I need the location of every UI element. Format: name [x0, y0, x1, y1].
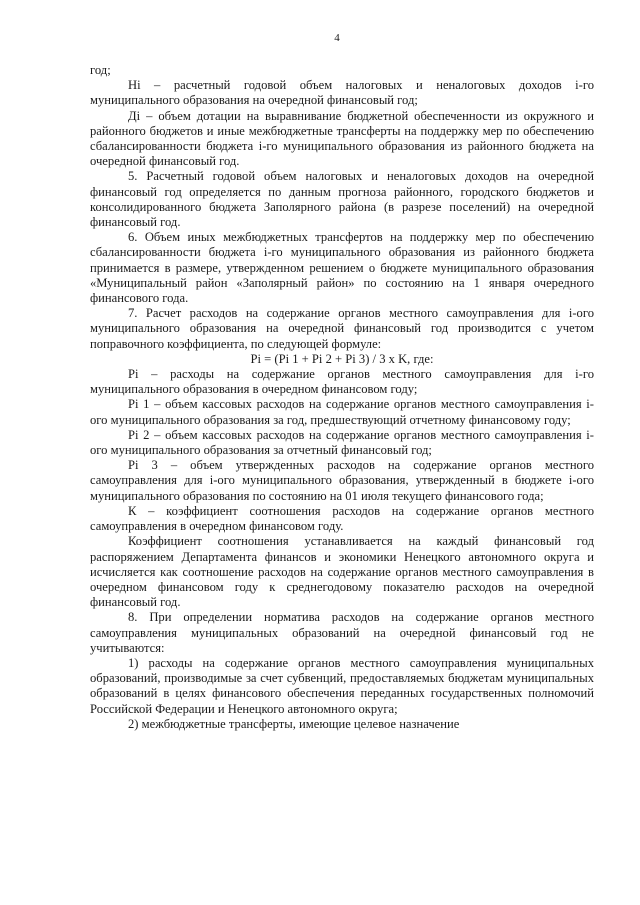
definition-pi2: Pi 2 – объем кассовых расходов на содержание органов местного самоуправления i-ого муниципального образования за отчетный финансовый год; — [90, 427, 594, 458]
definition-hi: Hi – расчетный годовой объем налоговых и неналоговых доходов i-го муниципального образования на очередной финансовый год; — [90, 78, 594, 108]
clause-8: 8. При определении норматива расходов на содержание органов местного самоуправления муниципальных образований на очередной финансовый год не учитываются: — [90, 610, 594, 655]
coefficient-paragraph: Коэффициент соотношения устанавливается на каждый финансовый год распоряжением Департамента финансов и экономики Ненецкого автономного округа и исчисляется как соотношение расходов на содержание органов местного самоуправления в очередном финансовом году к среднегодовому показателю расходов на очередной финансовый год. — [90, 534, 594, 610]
clause-6: 6. Объем иных межбюджетных трансфертов на поддержку мер по обеспечению сбалансированности бюджета i-го муниципального образования из районного бюджета принимается в размере, утвержденном решением о бюджете муниципального образования «Муниципальный район «Заполярный район» по состоянию на 1 января очередного финансового года. — [90, 230, 594, 306]
definition-di: Дi – объем дотации на выравнивание бюджетной обеспеченности из окружного и районного бюджетов и иные межбюджетные трансферты на поддержку мер по обеспечению сбалансированности бюджета i-го муниципального образования из районного бюджета на очередной финансовый год. — [90, 108, 594, 169]
definition-pi3: Pi 3 – объем утвержденных расходов на содержание органов местного самоуправления для i-ого муниципального образования, утвержденный в бюджете i-ого муниципального образования по состоянию на 01 июля текущего финансового года; — [90, 458, 594, 503]
formula: Pi = (Pi 1 + Pi 2 + Pi 3) / 3 x K, где: — [250, 351, 434, 366]
clause-5: 5. Расчетный годовой объем налоговых и неналоговых доходов на очередной финансовый год определяется по данным прогноза районного, городского бюджетов и консолидированного бюджета Заполярного района (в разрезе поселений) на очередной финансовый год. — [90, 169, 594, 230]
clause-8-item-1: 1) расходы на содержание органов местного самоуправления муниципальных образований, производимые за счет субвенций, предоставляемых бюджетам муниципальных образований в целях финансового обеспечения переданных государственных полномочий Российской Федерации и Ненецкого автономного округа; — [90, 655, 594, 716]
clause-8-item-2: 2) межбюджетные трансферты, имеющие целевое назначение — [128, 716, 460, 731]
definition-pi1: Pi 1 – объем кассовых расходов на содержание органов местного самоуправления i-ого муниципального образования за год, предшествующий отчетному финансовому году; — [90, 397, 594, 427]
page-number: 4 — [334, 32, 340, 44]
clause-7: 7. Расчет расходов на содержание органов местного самоуправления для i-ого муниципального образования на очередной финансовый год производится с учетом поправочного коэффициента, по следующей формуле: — [90, 306, 594, 351]
document-body — [90, 63, 594, 732]
paragraph-continuation: год; — [90, 63, 111, 77]
definition-k: К – коэффициент соотношения расходов на содержание органов местного самоуправления в очередном финансовом году. — [90, 503, 594, 534]
definition-pi: Pi – расходы на содержание органов местного самоуправления для i-го муниципального образования в очередном финансовом году; — [90, 367, 594, 397]
